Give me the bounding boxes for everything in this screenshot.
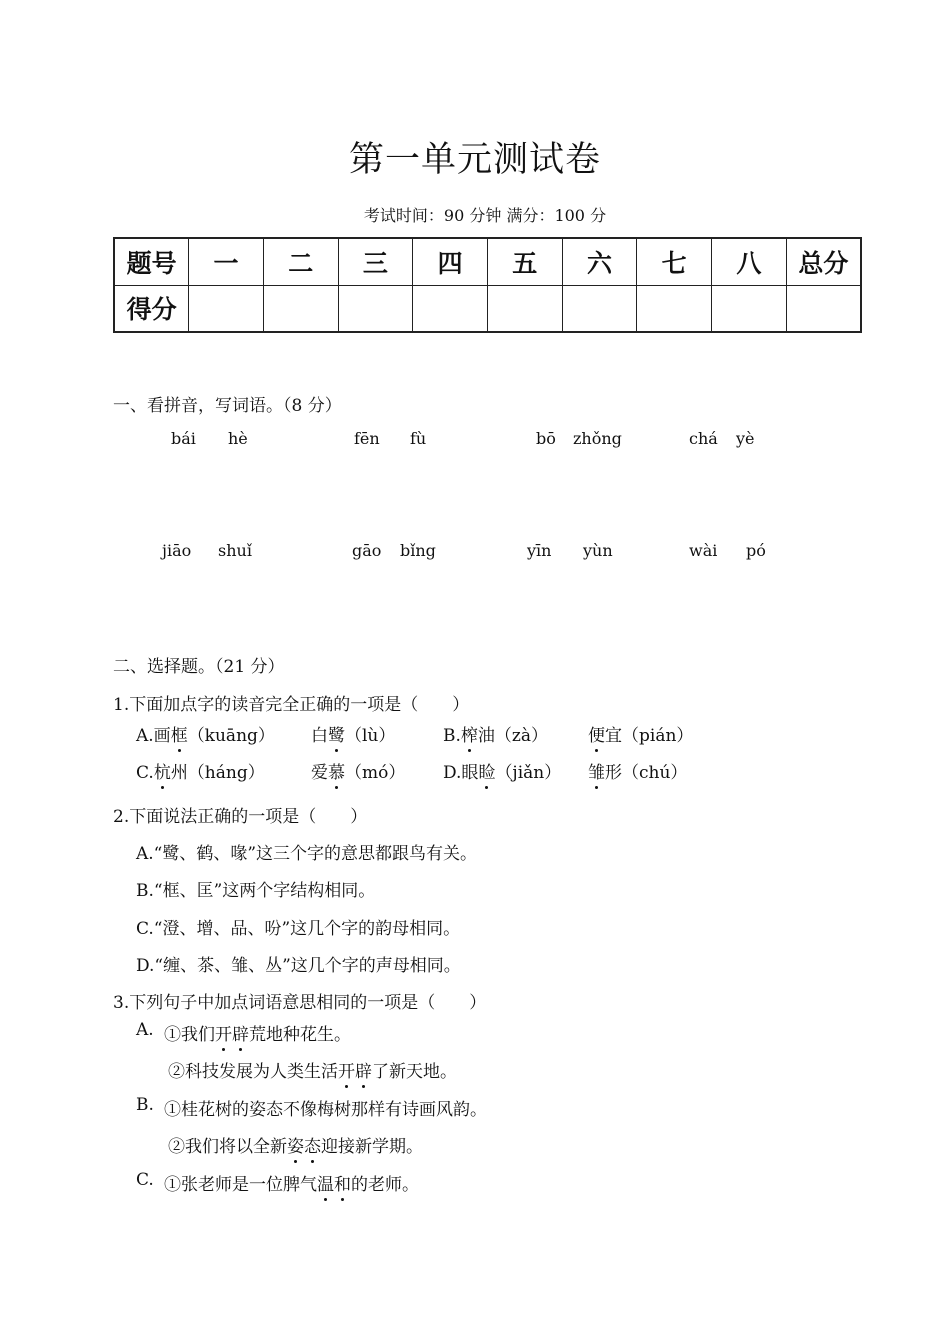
score-header-cell: 题号 xyxy=(114,238,189,285)
score-input-cell[interactable] xyxy=(562,285,637,332)
dotted-character: 辟 xyxy=(232,1020,249,1045)
dotted-character: 慕 xyxy=(328,758,345,783)
score-header-cell: 八 xyxy=(712,238,787,285)
q1-option-a[interactable] xyxy=(136,721,275,746)
exam-info: 考试时间：90 分钟 满分：100 分 xyxy=(363,206,607,225)
pinyin-syllable: fù xyxy=(410,429,427,448)
q1-option-b-second xyxy=(588,721,693,746)
q3-option-c-label[interactable]: C. xyxy=(136,1170,154,1190)
option-text: D.眼 xyxy=(443,763,479,783)
option-text: （lù） xyxy=(345,726,396,746)
sentence-text: ②科技发展为人类生活 xyxy=(168,1062,338,1082)
pinyin-syllable: yùn xyxy=(583,541,613,560)
pinyin-syllable: zhǒng xyxy=(573,429,622,448)
sentence-text: ②我们将以全新 xyxy=(168,1137,287,1157)
q1-option-d-second xyxy=(588,758,687,783)
option-text: 白 xyxy=(311,726,328,746)
q2-option-a[interactable]: A.“鹭、鹤、喙”这三个字的意思都跟鸟有关。 xyxy=(136,844,478,864)
pinyin-syllable: gāo xyxy=(352,541,382,560)
q2-option-c[interactable]: C.“澄、增、品、吩”这几个字的韵母相同。 xyxy=(136,919,461,939)
sentence-text: 迎接新学期。 xyxy=(321,1137,423,1157)
option-text: 宜（pián） xyxy=(605,726,694,746)
score-input-cell[interactable] xyxy=(189,285,264,332)
dotted-character: 态 xyxy=(304,1132,321,1157)
option-text: 州（háng） xyxy=(170,763,265,783)
score-input-cell[interactable] xyxy=(786,285,861,332)
sentence-text: 的老师。 xyxy=(351,1175,419,1195)
dotted-character: 开 xyxy=(338,1057,355,1082)
pinyin-syllable: yīn xyxy=(527,541,552,560)
pinyin-syllable: bǐng xyxy=(400,541,436,560)
score-header-cell: 六 xyxy=(562,238,637,285)
q1-option-a-second xyxy=(311,721,395,746)
q3-option-b-label[interactable]: B. xyxy=(136,1095,154,1115)
dotted-character: 姿 xyxy=(287,1132,304,1157)
score-table-score-row xyxy=(114,285,861,332)
pinyin-syllable: bái xyxy=(171,429,196,448)
q1-option-c[interactable] xyxy=(136,758,265,783)
dotted-character: 开 xyxy=(215,1020,232,1045)
option-text: （kuāng） xyxy=(187,726,275,746)
pinyin-syllable: bō xyxy=(536,429,556,448)
q1-option-d[interactable] xyxy=(443,758,561,783)
dotted-character: 雏 xyxy=(588,758,605,783)
sentence-text: 荒地种花生。 xyxy=(249,1025,351,1045)
sentence-text: ①张老师是一位脾气 xyxy=(164,1175,317,1195)
score-header-cell: 二 xyxy=(263,238,338,285)
dotted-character: 鹭 xyxy=(328,721,345,746)
score-header-cell: 四 xyxy=(413,238,488,285)
pinyin-syllable: fēn xyxy=(354,429,380,448)
score-table xyxy=(113,237,862,333)
pinyin-syllable: yè xyxy=(736,429,755,448)
score-input-cell[interactable] xyxy=(413,285,488,332)
score-input-cell[interactable] xyxy=(712,285,787,332)
pinyin-syllable: chá xyxy=(689,429,718,448)
q3-option-b-sentence-2 xyxy=(168,1132,423,1157)
question-2-stem: 2.下面说法正确的一项是（ ） xyxy=(113,807,368,827)
q3-option-b-sentence-1: ①桂花树的姿态不像梅树那样有诗画风韵。 xyxy=(164,1100,487,1120)
score-input-cell[interactable] xyxy=(338,285,413,332)
option-text: （jiǎn） xyxy=(495,763,562,783)
q3-option-a-sentence-1 xyxy=(164,1020,351,1045)
pinyin-syllable: pó xyxy=(746,541,766,560)
score-input-cell[interactable] xyxy=(637,285,712,332)
dotted-character: 杭 xyxy=(154,758,171,783)
q3-option-a-label[interactable]: A. xyxy=(136,1020,154,1040)
option-text: B. xyxy=(443,726,461,746)
score-table-header-row xyxy=(114,238,861,285)
dotted-character: 框 xyxy=(171,721,188,746)
sentence-text: ①我们 xyxy=(164,1025,215,1045)
dotted-character: 便 xyxy=(588,721,605,746)
q3-option-c-sentence-1 xyxy=(164,1170,419,1195)
q2-option-d[interactable]: D.“缠、茶、雏、丛”这几个字的声母相同。 xyxy=(136,956,461,976)
score-header-cell: 七 xyxy=(637,238,712,285)
question-3-stem: 3.下列句子中加点词语意思相同的一项是（ ） xyxy=(113,993,487,1013)
dotted-character: 榨 xyxy=(461,721,478,746)
score-row-label: 得分 xyxy=(114,285,189,332)
pinyin-syllable: hè xyxy=(228,429,248,448)
sentence-text: 了新天地。 xyxy=(372,1062,457,1082)
option-text: 油（zà） xyxy=(477,726,548,746)
section-1-heading: 一、看拼音，写词语。（8 分） xyxy=(113,396,342,416)
page-title: 第一单元测试卷 xyxy=(348,140,601,180)
option-text: A.画 xyxy=(136,726,171,746)
option-text: C. xyxy=(136,763,154,783)
pinyin-syllable: wài xyxy=(689,541,718,560)
dotted-character: 温 xyxy=(317,1170,334,1195)
q2-option-b[interactable]: B.“框、匡”这两个字结构相同。 xyxy=(136,881,376,901)
score-input-cell[interactable] xyxy=(263,285,338,332)
q1-option-b[interactable] xyxy=(443,721,548,746)
score-header-cell: 一 xyxy=(189,238,264,285)
pinyin-syllable: jiāo xyxy=(162,541,192,560)
q1-option-c-second xyxy=(311,758,405,783)
option-text: 形（chú） xyxy=(605,763,688,783)
score-input-cell[interactable] xyxy=(487,285,562,332)
option-text: （mó） xyxy=(345,763,406,783)
pinyin-syllable: shuǐ xyxy=(218,541,252,560)
q3-option-a-sentence-2 xyxy=(168,1057,457,1082)
score-header-cell: 总分 xyxy=(786,238,861,285)
score-header-cell: 五 xyxy=(487,238,562,285)
dotted-character: 睑 xyxy=(478,758,495,783)
score-header-cell: 三 xyxy=(338,238,413,285)
dotted-character: 辟 xyxy=(355,1057,372,1082)
option-text: 爱 xyxy=(311,763,328,783)
dotted-character: 和 xyxy=(334,1170,351,1195)
question-1-stem: 1.下面加点字的读音完全正确的一项是（ ） xyxy=(113,695,470,715)
section-2-heading: 二、选择题。（21 分） xyxy=(113,657,285,677)
